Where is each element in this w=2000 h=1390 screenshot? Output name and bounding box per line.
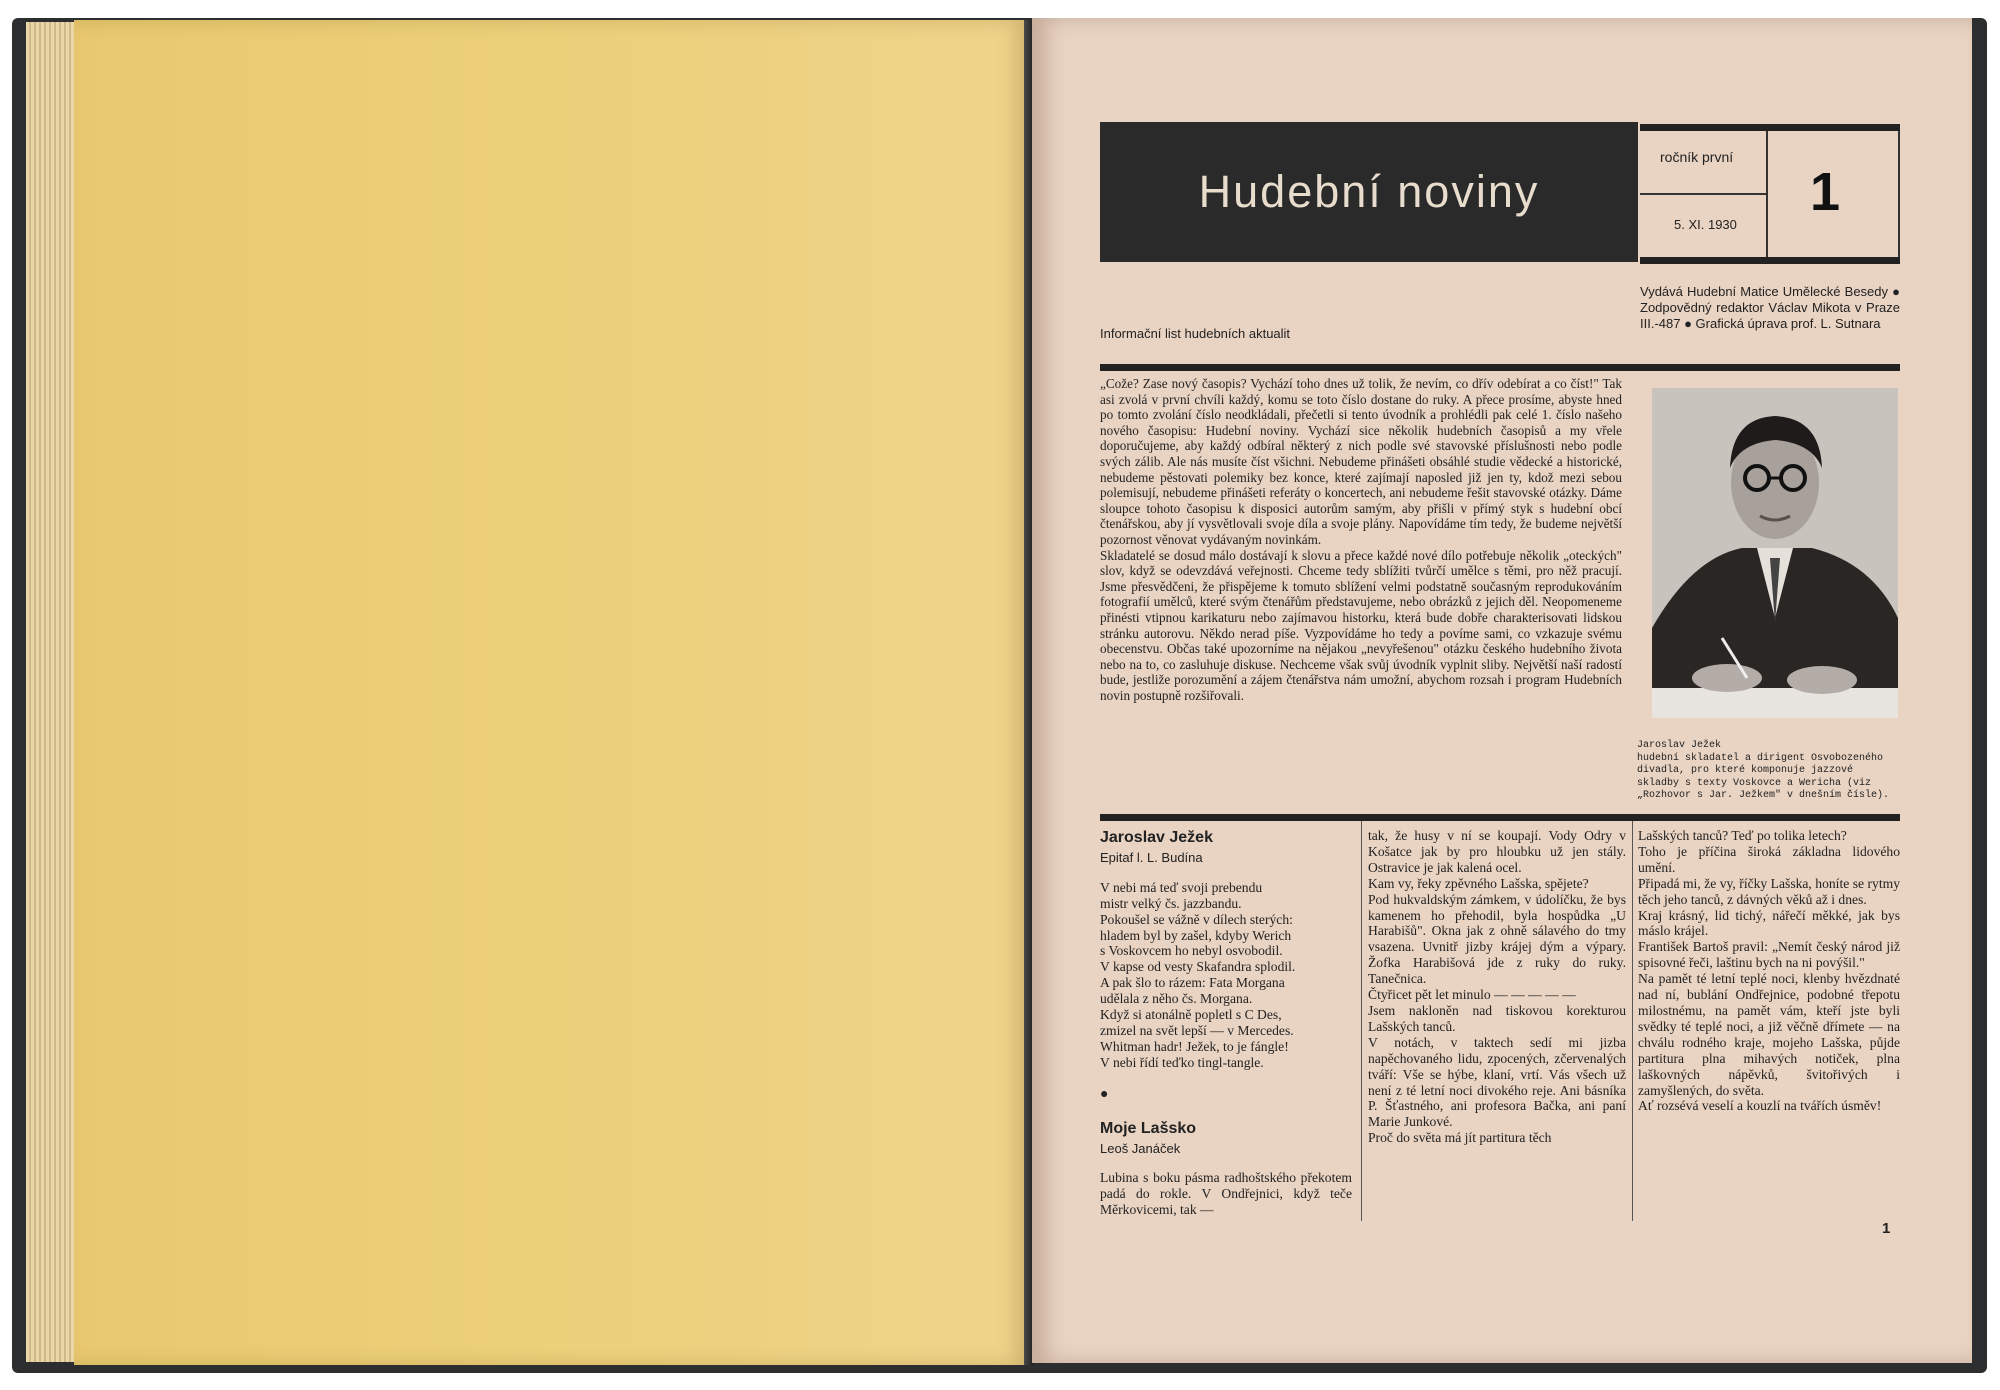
volume-label: ročník první [1660,149,1734,165]
article-paragraph: Toho je příčina široká základna lidového umění. [1638,843,1900,875]
portrait-illustration [1652,388,1898,718]
masthead-title: Hudební noviny [1198,166,1540,217]
issue-info-box [1640,124,1900,264]
caption-text: hudební skladatel a dirigent Osvobozeného divadla, pro které komponuje jazzové skladby s texty Voskovce a Wericha (viz „Rozhovor s Jar. Ježkem" v dnešním čísle). [1637,752,1890,801]
poem-line: hladem byl by zašel, kdyby Werich [1100,927,1292,943]
info-divider [1766,131,1768,257]
portrait-photo [1652,388,1898,718]
article-paragraph: Na pamět té letní teplé noci, klenby hvězdnaté nad ní, bublání Ondřejnice, podobné třepotu milostnému, na pamět vám, kteří jste byli svědky té teplé noci, a již věčně dřímete — na chválu rodného kraje, mojeho Lašska, půjde partitura plna mihavých notiček, plna laškovných nápěvků, švitořivých i zamyšlených, do světa. [1638,971,1900,1098]
issue-date: 5. XI. 1930 [1674,217,1737,232]
article-paragraph: Jsem nakloněn nad tiskovou korekturou Lašských tanců. [1368,1002,1626,1034]
article-paragraph: Lašských tanců? Teď po tolika letech? [1638,828,1847,843]
article-author: Leoš Janáček [1100,1140,1181,1156]
article-paragraph: František Bartoš pravil: „Nemít český národ již spisovné řeči, laštinu bych na ni povýšil." [1638,939,1900,971]
poem-body [1100,880,1352,1071]
article-paragraph: Pod hukvaldským zámkem, v údolíčku, že bys kamenem ho přehodil, byla hospůdka „U Harabišů". Okna jak z ohně sálavého do tmy vsazena. Uvnitř jizby krájej dým a výpary. Žofka Harabišová jde z ruky do ruky. Tanečnica. [1368,891,1626,987]
masthead-banner [1100,122,1638,262]
column-divider [1632,821,1633,1221]
column-1 [1100,830,1352,1218]
column-3 [1638,828,1900,1114]
poem-line: udělala z něho čs. Morgana. [1100,991,1253,1007]
article-paragraph: Ať rozsévá veselí a kouzlí na tvářích úsměv! [1638,1098,1882,1114]
poem-line: V nebi řídí teďko tingl-tangle. [1100,1054,1264,1070]
column-2 [1368,828,1626,1146]
info-divider [1640,193,1766,195]
article-paragraph: Čtyřicet pět let minulo — — — — — [1368,987,1576,1003]
poem-line: V kapse od vesty Skafandra splodil. [1100,959,1296,975]
left-page-blank [74,20,1026,1365]
section-rule [1100,814,1900,821]
poem-line: Whitman hadr! Ježek, to je fángle! [1100,1038,1289,1054]
poem-title: Jaroslav Ježek [1100,829,1213,846]
bullet-separator: ● [1100,1086,1109,1102]
article-paragraph: Lubina s boku pásma radhoštského překotem padá do rokle. V Ondřejnici, když teče Měrkovicemi, tak — [1100,1170,1352,1218]
article-paragraph: V notách, v taktech sedí mi jizba napěchovaného lidu, zpocených, zčervenalých tváří: Vše se hýbe, klaní, vrtí. Vás všech už není z té letní noci divokého reje. Ani básníka P. Šťastného, ani profesora Bačka, ani paní Marie Junkové. [1368,1034,1626,1130]
caption-name: Jaroslav Ježek [1637,740,1722,751]
poem-line: Když si atonálně popletl s C Des, [1100,1007,1282,1023]
masthead-subtitle: Informační list hudebních aktualit [1100,326,1291,341]
page-number: 1 [1882,1220,1891,1237]
poem-line: mistr velký čs. jazzbandu. [1100,895,1242,911]
poem-line: s Voskovcem ho nebyl osvobodil. [1100,943,1283,959]
editorial-intro [1100,376,1622,703]
article-paragraph: Kraj krásný, lid tichý, nářečí měkké, jak bys máslo krájel. [1638,907,1900,939]
newspaper-page [1032,18,1972,1363]
article-paragraph: Kam vy, řeky zpěvného Lašska, spějete? [1368,875,1589,891]
intro-paragraph: „Cože? Zase nový časopis? Vychází toho dnes už tolik, že nevím, co dřív odebírat a co číst!" Tak asi zvolá v první chvíli každý, komu se toto číslo dostane do ruky. A přece prosíme, abyste hned po tomto zvolání číslo neodkládali, přečetli si tento úvodník a prohlédli pak celé 1. číslo našeho nového časopisu: Hudební noviny. Vychází sice několik hudebních časopisů a my vřele doporučujeme, aby každý odbíral některý z nich podle své stavovské příslušnosti nebo podle svých zálib. Ale nás musíte číst všichni. Nebudeme přinášeti obsáhlé studie vědecké a historické, nebudeme pěstovati polemiky bez konce, které zajímají naposled již jen ty, kdož mezi sebou polemisují, nebudeme přinášeti referáty o koncertech, ani nebudeme řešit stavovské otázky. Dáme sloupce tohoto časopisu k disposici autorům samým, aby přišli v přímý styk s hudební obcí čtenářskou, aby jí vysvětlovali svoje díla a svoje plány. Napovídáme tím tedy, že budeme největší pozornost věnovat vydávaným novinkám. [1100,376,1622,547]
poem-line: zmizel na svět lepší — v Mercedes. [1100,1022,1294,1038]
poem-line: A pak šlo to rázem: Fata Morgana [1100,975,1285,991]
header-rule [1100,364,1900,371]
publisher-info: Vydává Hudební Matice Umělecké Besedy ● Zodpovědný redaktor Václav Mikota v Praze III.-487 ● Grafická úprava prof. L. Sutnara [1640,284,1900,331]
poem-line: Pokoušel se vážně v dílech sterých: [1100,911,1293,927]
poem-subtitle: Epitaf l. L. Budína [1100,849,1203,865]
column-divider [1361,821,1362,1221]
article-paragraph: Proč do světa má jít partitura těch [1368,1130,1552,1146]
article-paragraph: tak, že husy v ní se koupají. Vody Odry v Košatce jak by pro hloubku už jen stály. Ostravice je jak kalená ocel. [1368,828,1626,875]
photo-caption [1637,740,1899,803]
poem-line: V nebi má teď svoji prebendu [1100,879,1263,895]
article-title: Moje Lašsko [1100,1119,1197,1137]
article-paragraph: Připadá mi, že vy, říčky Lašska, honíte se rytmy těch jeho tanců, z dávných věků až i dnes. [1638,875,1900,907]
intro-paragraph: Skladatelé se dosud málo dostávají k slovu a přece každé nové dílo potřebuje několik „oteckých" slov, když se odevzdává veřejnosti. Chceme tedy sblížiti tvůrčí umělce s těmi, pro něž pracují. Jsme přesvědčeni, že přispějeme k tomuto sblížení velmi podstatně současným reprodukováním fotografií umělců, které svým čtenářům představujeme, nebo obrázků z jejich děl. Neopomeneme přinésti vtipnou karikaturu nebo zajímavou historku, která bude dobře charakterisovati lidskou stránku autorovu. Někdo nerad píše. Vyzpovídáme ho tedy a povíme sami, co vzkazuje svému obecenstvu. Občas také upozorníme na nějakou „nevyřešenou" otázku českého hudebního života nebo na to, co zasluhuje diskuse. Nechceme však svůj úvodník vyplnit sliby. Největší naší radostí bude, jestliže porozumění a zájem čtenářstva nám umožní, abychom rozsah i program Hudebních novin postupně rozšiřovali. [1100,547,1622,703]
issue-number: 1 [1810,162,1841,222]
info-divider [1898,131,1900,257]
